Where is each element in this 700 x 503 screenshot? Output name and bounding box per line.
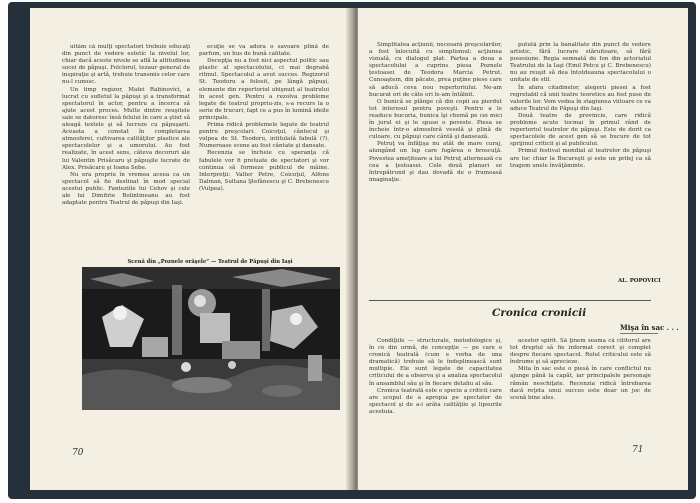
subtitle-underline	[620, 333, 658, 334]
paragraph: Nu era propriu în vremea aceea ca un spectacol să fie destinat în mod special acestui public. Fanteziile lui Cehov şi cele ale lui Dimitrie Bolintineanu au fost adaptate pentru Teatrul de păpuşi din Iaşi.	[62, 171, 190, 207]
right-page-bottom-column-1	[369, 338, 502, 428]
section-subtitle: Mişa în sac . . .	[620, 323, 679, 332]
paragraph: Un timp regizor, Matei Rabinovici, a lucrat cu sufletul la păpuşi şi a transformat spectatorul în actor, pentru a încerca să ajute acest proces. Multe dintre reuşitele sale se datoresc însă felului în care a ştiut să aleagă textele şi să lucreze cu păpuşarii. Aceasta a constat în completarea atmosferei, cultivarea calităţilor plastice ale spectacolelor şi a umorului. Au fost realizate, în acest sens, câteva decoruri ale lui Valentin Prisăcaru şi păpuşile lucrate de Alex. Prisăcaru şi Ioana Sebe.	[62, 86, 190, 171]
paragraph: acestor spirit. Să ţinem seama că cititorul are tot dreptul să fie informat corect şi complet despre fiecare spectacol. Rolul criticului este să îndrume şi să aprecieze.	[510, 338, 651, 366]
paragraph: O bunică se plânge că din copii au pierdut tot interesul pentru poveşti. Pentru a le readuce bucuria, bunica îşi chemă pe cei mici în jurul ei şi le spuse o poveste. Piesa se încheie într-o atmosferă veselă şi plină de culoare, cu păpuşi care cântă şi dansează.	[369, 98, 502, 141]
right-page-column-1	[369, 42, 502, 298]
section-title: Cronica cronicii	[492, 307, 587, 319]
left-page-column-2	[199, 44, 329, 256]
right-page-column-2	[510, 42, 651, 274]
left-page-column-1	[62, 44, 190, 254]
paragraph: ecuţie se va adora o savoare plină de parfum, un hus de bună calitate.	[199, 44, 329, 58]
paragraph: uitâm că mulţi spectatori trebuie educaţi din punct de vedere estetic la nivelul lor, chiar dacă aceste nivele se află la altitudinea socei de păpuşi. Folclorul, tezaur general de inspiraţie şi artă, trebuie transmis celor care nu-l cunosc.	[62, 44, 190, 86]
puppet-scene-illustration	[82, 267, 340, 410]
page-number-left: 70	[72, 448, 84, 458]
paragraph: În afara citadinelor, alegerii piesei a fost regretabil că unii teatre teoretice au fost puse de valorile lor. Vom vedea în stagiunea viitoare ce va aduce Teatrul de Păpuşi din Iaşi.	[510, 84, 651, 112]
paragraph: Recenzia se încheie cu speranţa că fabulele vor fi preluate de spectatori şi vor continua să formeze publicul de mâine. Interpreţii: Valter Petre, Coicoţul, Alfons Dalman, Sultana Ştefănescu şi C. Brebenescu (Vulpea).	[199, 150, 329, 192]
section-divider	[369, 300, 651, 301]
paragraph: putută prin la banalitate din punct de vedere artistic, fără lucrare stăruitoare, să fără posesiune. Regia semnată de Ion din actoriatul Teatrului de la Iaşi (Emil Petcu şi C. Brebenescu) nu au reuşit să dea întotdeauna spectacolului o unitate de stil.	[510, 42, 651, 84]
photo-caption: Scenă din „Poznele orăşele” — Teatrul de Păpuşi din Iaşi	[127, 259, 293, 265]
paragraph: Mita în sac este o piesă în care conflictul nu ajunge până la capăt, iar principalele personaje rămân neschiţate. Recenzia ridică întrebarea dacă reţeta unui succes este doar un joc de scenă bine ales.	[510, 366, 651, 401]
paragraph: Două teatre de provincie, care ridică probleme acute tocmai în primul rând de repertoriul teatrelor de păpuşi. Este de dorit ca spectacolele de acest gen să se bucure de tot sprijinul criticii şi al publicului.	[510, 112, 651, 148]
paragraph: Cronica teatrală este o specie a criticii care are scopul de a apropia pe spectator de spectacol şi de a-i arăta calităţile şi lipsurile acestuia.	[369, 387, 502, 415]
paragraph: Condiţiile — structurale, metodologice şi, în ce din urmă, de concepţie — pe care o cronică teatrală (cum e vorba de una dramatică) trebuie să le îndeplinească sunt multiple. Ele sunt legate de capacitatea criticului de a observa şi a analiza spectacolul în ansamblul său şi în fiecare detaliu al său.	[369, 338, 502, 387]
puppet-theatre-photo	[82, 267, 340, 410]
author-signature: AL. POPOVICI	[618, 278, 661, 284]
paragraph: Prima ridică problemele legate de teatrul pentru preşcolari. Coicoţul, cântecul şi vulpea de St. Teodoru, intitulată fabulă (?). Numeroase scene au fost cântate şi dansate.	[199, 122, 329, 150]
paragraph: Primul festival mondial al teatrelor de păpuşi are loc chiar la Bucureşti şi este un prilej ca să tragem unele învăţăminte.	[510, 148, 651, 169]
page-number-right: 71	[632, 445, 644, 455]
paragraph: Simplitatea acţiunii, necesară preşcolarilor, a fost înlocuită cu simplismul; acţiunea vizuală, cu dialogul plat. Partea a doua a spectacolului a cuprins piesa Poznele ţestoasei de Teodora Marcia Petrut. Cunoaştem, din păcate, prea puţine piese care să aducă ceva nou repertoriului. Ne-am bucurat ori de câte ori le-am întâlnit.	[369, 42, 502, 98]
paragraph: Petruţ va înfăţişa nu atât de mare curaj, alungând un lup care fugărea o broscuţă. Povestea ameţitoare a lui Petruţ alternează cu cea a ţestoasei. Cele două planuri se întrepătrund şi dau dovadă de o frumoasă imaginaţie.	[369, 141, 502, 183]
paragraph: Decepţia nu a fost nici aspectul politic sau plastic al spectacolului, ci mai degrabă ritmul. Spectacolul a avut succes. Regizorul St. Teodoru a folosit, pe lângă păpuşi, elemente din repertoriul obişnuit al teatrului în acest gen. Pentru a rezolva probleme legate de teatrul propriu-zis, s-a recurs la o serie de trucuri, fapt ce a pus în lumină ideile principale.	[199, 58, 329, 121]
right-page-bottom-column-2	[510, 338, 651, 428]
